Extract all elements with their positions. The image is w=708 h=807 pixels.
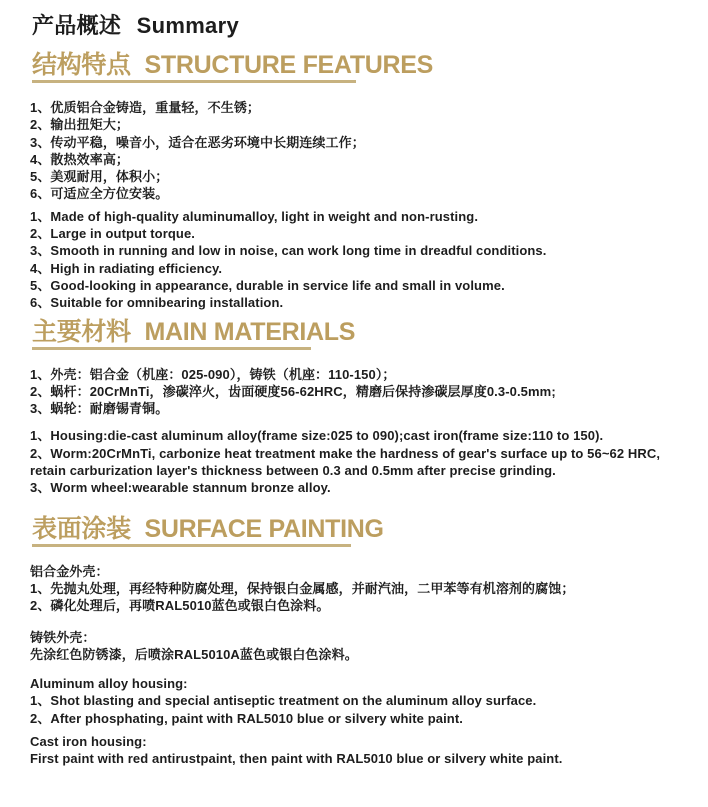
list-item: 1、先抛丸处理，再经特种防腐处理，保持银白金属感，并耐汽油，二甲苯等有机溶剂的腐蚀； [30,580,575,596]
section-structure-features [30,53,684,312]
list-item: 4、High in radiating efficiency. [30,260,223,276]
structure-features-list-zh [30,99,684,203]
list-item: 6、可适应全方位安装。 [30,186,169,202]
main-materials-heading [32,317,684,346]
painting-zh-cast-iron-block [30,629,684,664]
painting-heading-en: SURFACE PAINTING [144,514,384,543]
list-item: 2、After phosphating, paint with RAL5010 blue or silvery white paint. [30,710,463,726]
structure-features-heading [32,53,684,77]
structure-heading-en: STRUCTURE FEATURES [144,51,434,79]
page-title [32,13,684,39]
painting-en-aluminum-block [30,675,684,727]
block-label: Cast iron housing: [30,734,147,750]
gold-rule [32,544,351,547]
list-item: 3、传动平稳，噪音小，适合在恶劣环境中长期连续工作； [30,134,365,150]
list-item: 1、Shot blasting and special antiseptic treatment on the aluminum alloy surface. [30,693,537,709]
section-main-materials [30,317,684,497]
list-item: 2、Large in output torque. [30,226,195,242]
surface-painting-heading [32,514,684,543]
section-surface-painting [30,514,684,768]
list-item: 1、Housing:die-cast aluminum alloy(frame size:025 to 090);cast iron(frame size:110 to 150). [30,428,604,444]
main-materials-list-zh [30,366,684,418]
list-item: 2、磷化处理后，再喷RAL5010蓝色或银白色涂料。 [30,598,330,614]
list-item: 2、Worm:20CrMnTi, carbonize heat treatment make the hardness of gear's surface up to 56~62 HRC, [30,445,661,461]
main-materials-list-en [30,427,684,496]
page-title-zh: 产品概述 [32,13,122,38]
materials-heading-en: MAIN MATERIALS [144,317,356,346]
block-label: 铝合金外壳： [30,563,109,579]
list-item: 3、Smooth in running and low in noise, can work long time in dreadful conditions. [30,243,547,259]
list-item: 3、Worm wheel:wearable stannum bronze alloy. [30,480,331,496]
list-item: 5、Good-looking in appearance, durable in service life and small in volume. [30,277,505,293]
list-item: 3、蜗轮：耐磨锡青铜。 [30,401,169,417]
painting-zh-aluminum-block [30,563,684,615]
list-item: 5、美观耐用，体积小； [30,169,169,185]
gold-rule [32,347,311,350]
gold-rule [32,80,356,83]
list-item: 1、优质铝合金铸造，重量轻，不生锈； [30,100,261,115]
structure-features-list-en [30,208,684,312]
list-item: 4、散热效率高； [30,151,130,167]
block-text: 先涂红色防锈漆，后喷涂RAL5010A蓝色或银白色涂料。 [30,646,358,662]
list-item: 1、Made of high-quality aluminumalloy, light in weight and non-rusting. [30,208,479,224]
painting-en-cast-iron-block [30,733,684,768]
list-item: 6、Suitable for omnibearing installation. [30,295,284,311]
page-title-en: Summary [136,13,239,38]
materials-heading-zh: 主要材料 [32,317,131,346]
painting-heading-zh: 表面涂装 [32,514,131,543]
block-text: First paint with red antirustpaint, then paint with RAL5010 blue or silvery white paint. [30,751,563,767]
list-item: 2、蜗杆：20CrMnTi，渗碳淬火，齿面硬度56-62HRC，精磨后保持渗碳层厚度0.3-0.5mm; [30,383,556,399]
list-item: retain carburization layer's thickness between 0.3 and 0.5mm after precise grinding. [30,463,556,479]
list-item: 1、外壳：铝合金（机座：025-090），铸铁（机座：110-150）； [30,366,396,382]
block-label: 铸铁外壳： [30,629,96,645]
block-label: Aluminum alloy housing: [30,676,188,692]
structure-heading-zh: 结构特点 [32,51,131,79]
list-item: 2、输出扭矩大； [30,117,130,133]
